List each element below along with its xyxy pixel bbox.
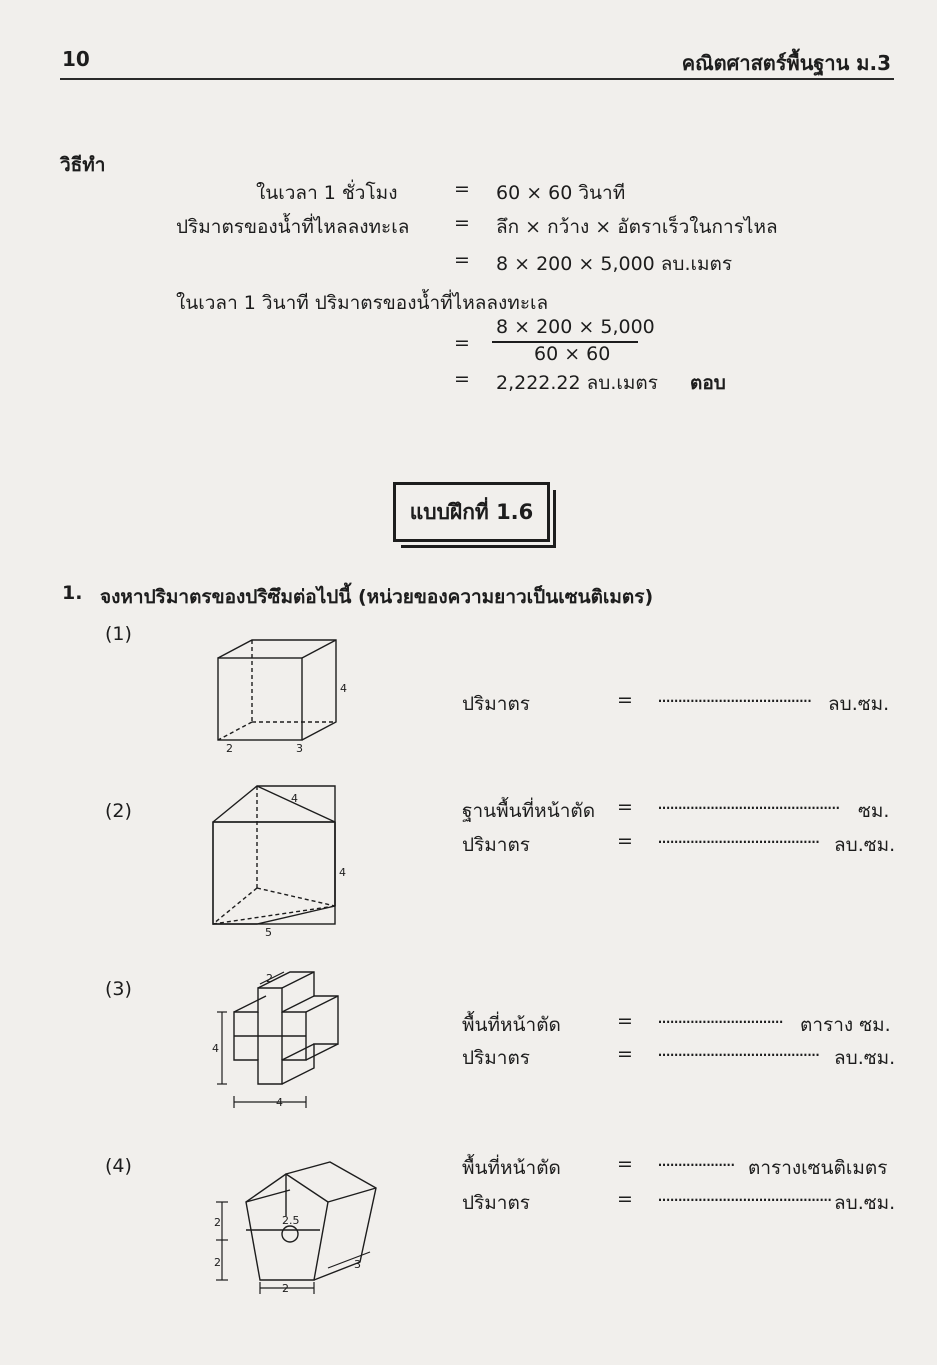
- dim-label: 4: [276, 1096, 283, 1109]
- exercise-title: แบบฝึกที่ 1.6: [409, 499, 534, 524]
- pentagonal-prism-figure: [210, 1160, 405, 1300]
- item-3-row-2-blank[interactable]: ........................................: [657, 1039, 819, 1061]
- item-2-row-1-unit: ซม.: [858, 800, 890, 822]
- item-1-row-1-label: ปริมาตร: [462, 693, 531, 715]
- triangular-prism-figure: [205, 780, 355, 940]
- item-4-row-1-unit: ตารางเซนติเมตร: [748, 1157, 888, 1179]
- exercise-title-box: [393, 482, 550, 542]
- item-4-row-2-eq: =: [617, 1188, 633, 1210]
- item-3-label: (3): [105, 978, 132, 1000]
- item-3-row-2-unit: ลบ.ซม.: [834, 1047, 896, 1069]
- dim-label: 3: [354, 1258, 361, 1271]
- item-3-row-2-label: ปริมาตร: [462, 1047, 531, 1069]
- solution-line-1-eq: =: [454, 178, 470, 200]
- header-rule: [60, 78, 894, 80]
- cross-prism-figure: [212, 964, 387, 1118]
- dim-label: 4: [340, 682, 347, 695]
- dim-label: 2: [282, 1282, 289, 1295]
- item-3-row-2-eq: =: [617, 1043, 633, 1065]
- item-2-label: (2): [105, 800, 132, 822]
- dim-label: 4: [291, 792, 298, 805]
- item-3-row-1-eq: =: [617, 1010, 633, 1032]
- item-1-row-1-eq: =: [617, 689, 633, 711]
- book-title: คณิตศาสตร์พื้นฐาน ม.3: [681, 51, 891, 75]
- item-1-label: (1): [105, 623, 132, 645]
- per-second-label: ในเวลา 1 วินาที ปริมาตรของน้ำที่ไหลลงทะเล: [176, 292, 549, 314]
- solution-line-2-eq: =: [454, 212, 470, 234]
- solution-line-3-eq: =: [454, 249, 470, 271]
- item-2-row-2-unit: ลบ.ซม.: [834, 834, 896, 856]
- item-2-row-2-label: ปริมาตร: [462, 834, 531, 856]
- rectangular-prism-figure: [210, 636, 360, 756]
- item-4-row-2-unit: ลบ.ซม.: [834, 1192, 896, 1214]
- item-1-row-1-blank[interactable]: ......................................: [657, 685, 811, 707]
- answer-label: ตอบ: [690, 372, 726, 394]
- solution-line-1-right: 60 × 60 วินาที: [496, 182, 626, 204]
- question-number: 1.: [62, 582, 83, 604]
- dim-label: 3: [296, 742, 303, 755]
- dim-label: 2.5: [282, 1214, 300, 1227]
- item-1-row-1-unit: ลบ.ซม.: [828, 693, 890, 715]
- page-number: 10: [62, 47, 90, 71]
- item-2-row-1-blank[interactable]: .............................................: [657, 792, 839, 814]
- question-text: จงหาปริมาตรของปริซึมต่อไปนี้ (หน่วยของความยาวเป็นเซนติเมตร): [100, 586, 654, 608]
- fraction-numerator: 8 × 200 × 5,000: [496, 316, 655, 338]
- dim-label: 2: [266, 972, 273, 985]
- item-4-row-2-label: ปริมาตร: [462, 1192, 531, 1214]
- dim-label: 4: [339, 866, 346, 879]
- dim-label: 4: [212, 1042, 219, 1055]
- item-3-row-1-blank[interactable]: ...............................: [657, 1006, 783, 1028]
- item-4-label: (4): [105, 1155, 132, 1177]
- dim-label: 5: [265, 926, 272, 939]
- item-4-row-1-blank[interactable]: ...................: [657, 1149, 734, 1171]
- dim-label: 2: [214, 1216, 221, 1229]
- item-4-row-1-label: พื้นที่หน้าตัด: [462, 1157, 561, 1179]
- solution-line-1-left: ในเวลา 1 ชั่วโมง: [256, 182, 398, 204]
- fraction-eq: =: [454, 332, 470, 354]
- item-4-row-1-eq: =: [617, 1153, 633, 1175]
- solution-heading: วิธีทำ: [60, 154, 106, 176]
- item-2-row-1-label: ฐานพื้นที่หน้าตัด: [462, 800, 596, 822]
- solution-line-3-right: 8 × 200 × 5,000 ลบ.เมตร: [496, 253, 733, 275]
- solution-line-2-left: ปริมาตรของน้ำที่ไหลลงทะเล: [176, 216, 410, 238]
- item-3-row-1-unit: ตาราง ซม.: [800, 1014, 891, 1036]
- item-2-row-2-eq: =: [617, 830, 633, 852]
- dim-label: 2: [214, 1256, 221, 1269]
- item-3-row-1-label: พื้นที่หน้าตัด: [462, 1014, 561, 1036]
- result-value: 2,222.22 ลบ.เมตร: [496, 372, 658, 394]
- item-2-row-1-eq: =: [617, 796, 633, 818]
- fraction-denominator: 60 × 60: [534, 343, 611, 365]
- item-4-row-2-blank[interactable]: ...........................................: [657, 1184, 831, 1206]
- dim-label: 2: [226, 742, 233, 755]
- item-2-row-2-blank[interactable]: ........................................: [657, 826, 819, 848]
- solution-line-2-right: ลึก × กว้าง × อัตราเร็วในการไหล: [496, 216, 778, 238]
- result-eq: =: [454, 368, 470, 390]
